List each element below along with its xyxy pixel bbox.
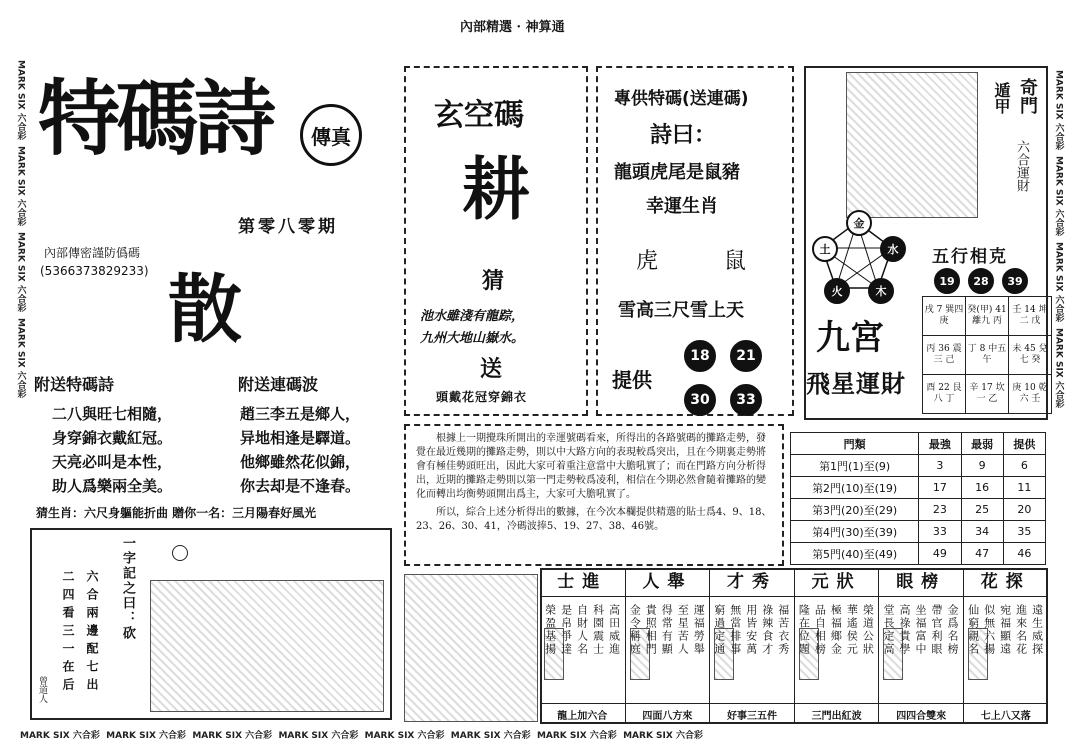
panel-poem	[966, 604, 1044, 656]
grid-cell: 未 45 兌七 癸	[1009, 336, 1052, 375]
jiugong-title: 九宮	[816, 318, 884, 358]
panel-column	[878, 568, 963, 724]
table-row	[791, 455, 1046, 477]
panel-column	[709, 568, 794, 724]
poem-line: 貴照相門	[644, 604, 658, 656]
stats-table	[790, 432, 1046, 565]
panel-column	[625, 568, 710, 724]
table-cell: 35	[1003, 521, 1045, 543]
table-cell: 20	[1003, 499, 1045, 521]
table-cell: 46	[1003, 543, 1045, 565]
grid-cell: 癸(甲) 41 離九 丙	[966, 297, 1009, 336]
grid-cell: 壬 14 坤二 戊	[1009, 297, 1052, 336]
poem-line: 高祿貴學	[897, 604, 911, 656]
poem-line: 得常有顯	[660, 604, 674, 656]
qimen-sub: 六合運財	[1014, 140, 1029, 192]
column-header: 提供	[1003, 433, 1045, 455]
table-cell: 34	[961, 521, 1003, 543]
poem-line: 極福鄉金	[829, 604, 843, 656]
xuankong-bottom: 頭戴花冠穿錦衣	[436, 390, 528, 404]
panel-column	[540, 568, 625, 724]
wuxing-title: 五行相克	[932, 247, 1008, 267]
poem-line: 祿辣食才	[760, 604, 774, 656]
riddle-col-2: 二四看三一在后	[61, 570, 75, 696]
issue-number: 第零八零期	[238, 217, 338, 237]
table-cell: 49	[919, 543, 961, 565]
panel-poem	[543, 604, 621, 656]
poem-line: 進來名花	[1014, 604, 1028, 656]
panel-title: 才秀	[710, 568, 794, 597]
panel-footer: 三門出紅波	[795, 703, 879, 722]
top-border	[0, 0, 1080, 14]
poem-line: 榮盈基揚	[543, 604, 557, 656]
element-earth: 土	[812, 236, 838, 262]
table-cell: 16	[961, 477, 1003, 499]
poem-line: 宛福顯遠	[998, 604, 1012, 656]
column-header: 最弱	[961, 433, 1003, 455]
xuankong-glyph: 耕	[462, 150, 531, 230]
panel-poem	[627, 604, 705, 656]
feixing-title: 飛星運財	[806, 369, 906, 398]
grid-cell: 戌 7 巽四 庚	[923, 297, 966, 336]
jiugong-grid	[922, 296, 1052, 414]
grid-cell: 酉 22 艮八 丁	[923, 375, 966, 414]
poem-line: 遠生威探	[1030, 604, 1044, 656]
riddle-col-1: 六合兩邊配七出	[85, 570, 99, 696]
secret-label: 內部傳密謹防僞碼	[44, 246, 141, 260]
panel-footer: 好事三五件	[710, 703, 794, 722]
column-header: 最強	[919, 433, 961, 455]
column-header: 門類	[791, 433, 919, 455]
zodiac-footer: 猜生肖：六尺身軀能折曲 贈你一名：三月陽春好風光	[36, 506, 317, 520]
poem-line: 華遙侯元	[845, 604, 859, 656]
special-number-1: 18	[684, 340, 716, 372]
left-border: MARK SIX 六合彩 MARK SIX 六合彩 MARK SIX 六合彩 MARK SIX 六合彩	[15, 60, 26, 399]
poem1: 二八與旺七相隨， 身穿錦衣戴紅冠。 天亮必叫是本性， 助人爲樂兩全美。	[52, 405, 173, 495]
poem-line: 無當排事	[728, 604, 742, 656]
poem-line: 坐福富中	[913, 604, 927, 656]
table-cell: 25	[961, 499, 1003, 521]
fax-badge: 傳真	[300, 104, 362, 166]
top-caption: 內部精選 · 神算通	[460, 20, 565, 35]
table-row	[791, 477, 1046, 499]
table-cell: 17	[919, 477, 961, 499]
table-cell: 9	[961, 455, 1003, 477]
special-shiyue: 詩曰：	[650, 123, 717, 148]
panel-footer: 七上八又落	[964, 703, 1048, 722]
table-cell: 23	[919, 499, 961, 521]
poem-line: 金令稱庭	[628, 604, 642, 656]
panel-footer: 四四合雙來	[879, 703, 963, 722]
table-cell: 11	[1003, 477, 1045, 499]
grid-cell: 丙 36 震三 己	[923, 336, 966, 375]
panel-title: 眼榜	[879, 568, 963, 597]
poem-line: 仙窮親名	[966, 604, 980, 656]
poem-line: 用皆安萬	[744, 604, 758, 656]
special-provide: 提供	[612, 368, 652, 392]
zodiac-rat: 鼠	[724, 249, 747, 274]
poem-line: 榮道公狀	[861, 604, 875, 656]
analysis-para-2: 所以，綜合上述分析得出的數據，在今次本欄提供精選的貼士爲4、9、18、23、26、30、41，冷碼波捧5、19、27、38、46號。	[416, 507, 772, 532]
element-fire: 火	[824, 278, 850, 304]
zodiac-tiger: 虎	[636, 249, 659, 274]
xuankong-guess: 猜	[482, 268, 505, 294]
qimen-number-1: 19	[934, 268, 960, 294]
table-header-row	[791, 433, 1046, 455]
poem-line: 堂長定高	[881, 604, 895, 656]
special-number-2: 21	[730, 340, 762, 372]
panel-title: 士進	[540, 568, 625, 597]
moon-icon	[172, 545, 188, 561]
village-illustration	[150, 580, 384, 712]
grid-cell: 丁 8 中五 午	[966, 336, 1009, 375]
qimen-title-a: 奇門	[1017, 78, 1038, 114]
table-row	[791, 521, 1046, 543]
grid-cell: 辛 17 坎一 乙	[966, 375, 1009, 414]
table-cell: 47	[961, 543, 1003, 565]
panel-column	[794, 568, 879, 724]
bottom-border: MARK SIX 六合彩 MARK SIX 六合彩 MARK SIX 六合彩 MARK SIX 六合彩 MARK SIX 六合彩 MARK SIX 六合彩 MARK SIX 六合彩 MARK SIX 六合彩	[20, 730, 703, 741]
qimen-number-2: 28	[968, 268, 994, 294]
special-number-4: 33	[730, 384, 762, 416]
table-row	[791, 499, 1046, 521]
right-border: MARK SIX 六合彩 MARK SIX 六合彩 MARK SIX 六合彩 MARK SIX 六合彩	[1053, 70, 1064, 409]
special-line1: 龍頭虎尾是鼠豬	[614, 162, 740, 183]
qimen-title-b: 遁甲	[992, 82, 1011, 114]
table-cell: 第5門(40)至(49)	[791, 543, 919, 565]
table-cell: 3	[919, 455, 961, 477]
poem-line: 似無六揚	[982, 604, 996, 656]
poem-line: 帶官利眼	[929, 604, 943, 656]
riddle-heading: 一字記之曰：砍	[120, 536, 135, 641]
main-title: 特碼詩	[38, 71, 273, 167]
poem-line: 運福勞舉	[692, 604, 706, 656]
panel-title: 花探	[964, 568, 1048, 597]
special-line3: 雪高三尺雪上天	[618, 300, 744, 321]
poem-line: 高田威進	[607, 604, 621, 656]
poem-line: 品自相榜	[813, 604, 827, 656]
panel-poem	[881, 604, 959, 656]
table-cell: 33	[919, 521, 961, 543]
grid-cell: 庚 10 乾六 壬	[1009, 375, 1052, 414]
secret-code: (5366373829233)	[40, 264, 149, 278]
table-row	[791, 543, 1046, 565]
xuankong-send: 送	[480, 356, 503, 382]
poem-line: 至星苦人	[676, 604, 690, 656]
warrior-illustration	[846, 72, 978, 218]
table-cell: 第1門(1)至(9)	[791, 455, 919, 477]
panel-title: 人舉	[626, 568, 710, 597]
dragon-illustration	[404, 574, 538, 722]
poem-line: 科園震士	[591, 604, 605, 656]
poem-line: 窮過定通	[712, 604, 726, 656]
analysis-para-1: 根據上一期攪珠所開出的幸運號碼看來，所得出的各路號碼的攤路走勢，發覺在最近幾期的攤路走勢，則以中大路方向的表現較爲突出，且在今期裏走勢將會有極佳勢頭旺出，因此大家可着重注意當中大膽吼實了；而在門路方向分析得出，近期的攤路走勢則以第一門走勢較爲凌利，相信在今期必然會隨着攤路的變化而轉出均衡勢頭開出爲主，大家可大膽吼實了。	[416, 433, 766, 500]
xuankong-title: 玄空碼	[434, 98, 524, 133]
poem-line: 自財人名	[575, 604, 589, 656]
table-cell: 第2門(10)至(19)	[791, 477, 919, 499]
poem-line: 是帛爭達	[559, 604, 573, 656]
big-character: 散	[168, 267, 242, 353]
panel-title: 元狀	[795, 568, 879, 597]
panel-column	[963, 568, 1048, 724]
qimen-number-3: 39	[1002, 268, 1028, 294]
signature: 曾道人	[37, 676, 47, 703]
element-metal: 金	[846, 210, 872, 236]
analysis-box	[404, 424, 784, 566]
poem-line: 金爲名榜	[945, 604, 959, 656]
table-cell: 第4門(30)至(39)	[791, 521, 919, 543]
poem2-heading: 附送連碼波	[238, 375, 319, 394]
special-title: 專供特碼(送連碼)	[614, 89, 749, 109]
element-wood: 木	[868, 278, 894, 304]
poem1-heading: 附送特碼詩	[34, 375, 115, 394]
poem2: 趙三李五是鄉人， 异地相逢是驛道。 他鄉雖然花似錦， 你去却是不逢春。	[240, 405, 361, 495]
panel-footer: 四面八方來	[626, 703, 710, 722]
special-number-3: 30	[684, 384, 716, 416]
table-cell: 6	[1003, 455, 1045, 477]
poem-line: 福苦衣秀	[776, 604, 790, 656]
poem-line: 隆在位題	[797, 604, 811, 656]
table-cell: 第3門(20)至(29)	[791, 499, 919, 521]
panel-poem	[796, 604, 874, 656]
panel-poem	[712, 604, 790, 656]
xuankong-poem: 池水雖淺有龍踪， 九州大地山嶽水。	[420, 309, 525, 346]
panel-footer: 龍上加六合	[540, 703, 625, 722]
element-water: 水	[880, 236, 906, 262]
special-line2: 幸運生肖	[646, 196, 718, 217]
